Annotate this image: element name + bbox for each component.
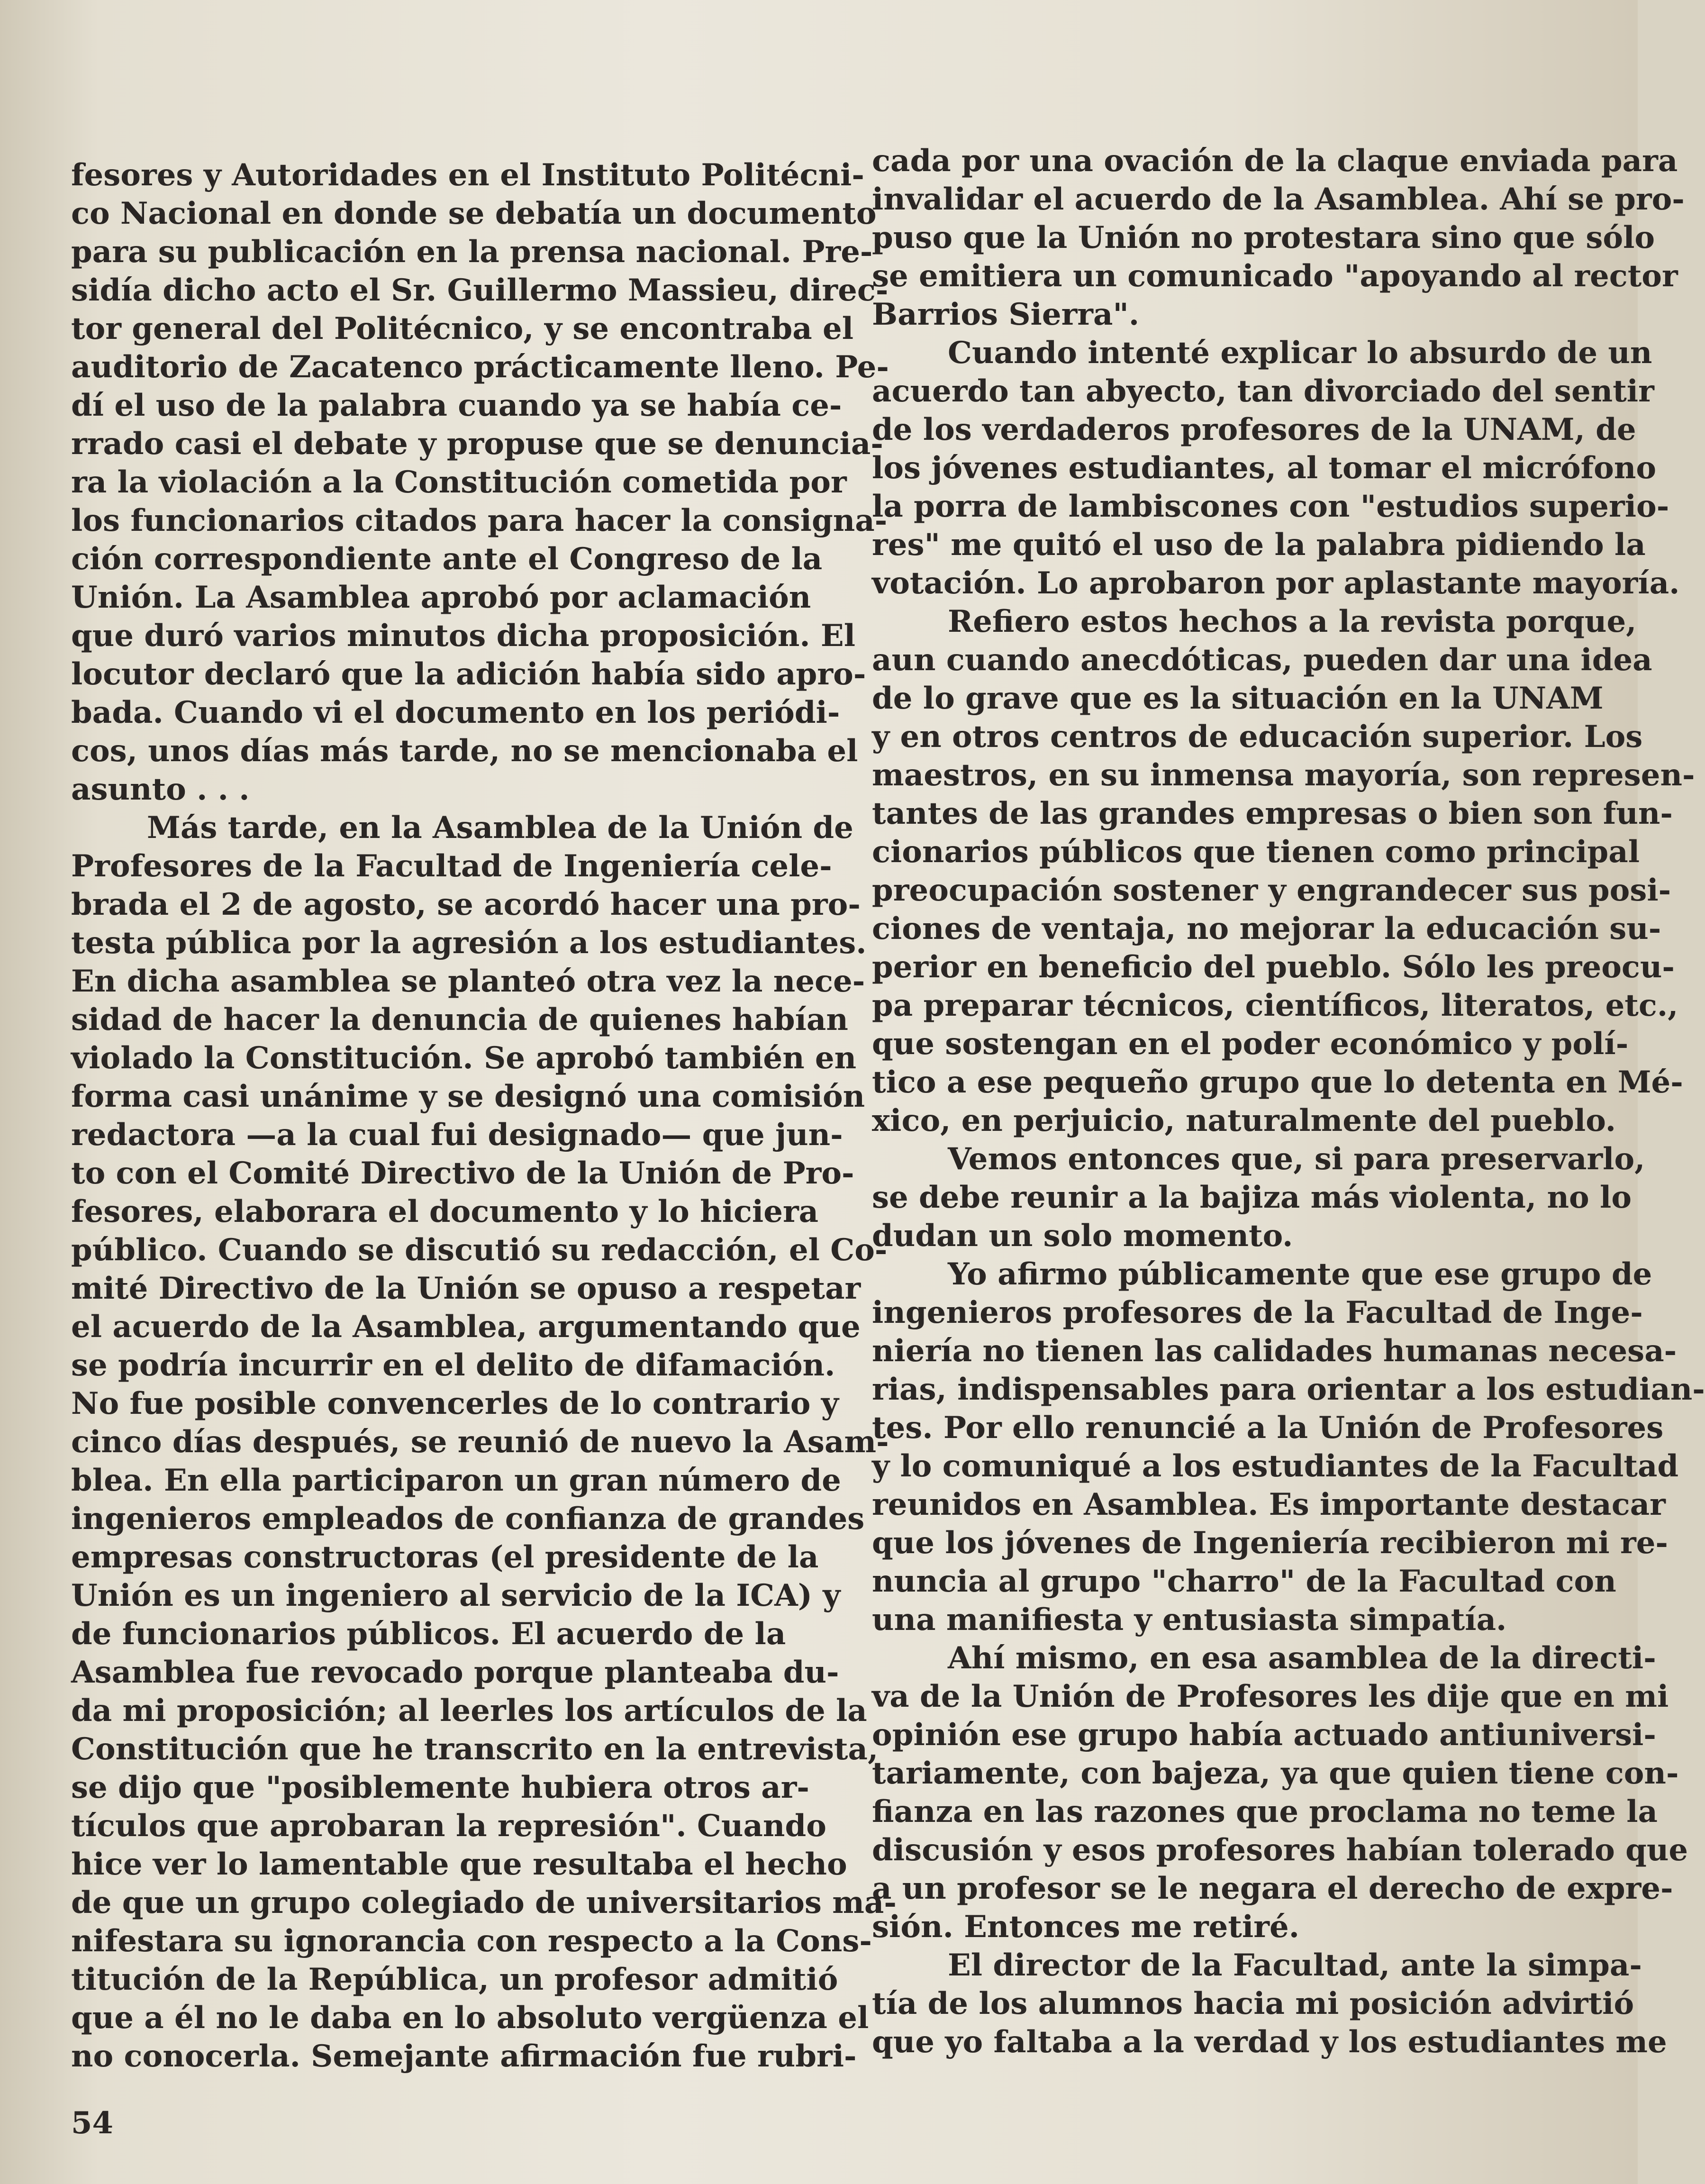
text-line: votación. Lo aprobaron por aplastante mayoría. bbox=[872, 565, 1680, 601]
text-line: para su publicación en la prensa nacional. Pre- bbox=[71, 234, 873, 270]
text-line: fesores, elaborara el documento y lo hiciera bbox=[71, 1194, 819, 1229]
text-line: forma casi unánime y se designó una comisión bbox=[71, 1079, 865, 1114]
text-line: que los jóvenes de Ingeniería recibieron mi re- bbox=[872, 1525, 1668, 1561]
text-line: que sostengan en el poder económico y polí- bbox=[872, 1026, 1629, 1062]
text-line: auditorio de Zacatenco prácticamente lleno. Pe- bbox=[71, 349, 889, 385]
text-line: res" me quitó el uso de la palabra pidiendo la bbox=[872, 527, 1646, 563]
text-line: y lo comuniqué a los estudiantes de la Facultad bbox=[872, 1448, 1679, 1484]
text-line: se debe reunir a la bajiza más violenta, no lo bbox=[872, 1180, 1632, 1215]
text-line: aun cuando anecdóticas, pueden dar una idea bbox=[872, 642, 1652, 678]
text-line: Vemos entonces que, si para preservarlo, bbox=[948, 1141, 1645, 1177]
text-line: mité Directivo de la Unión se opuso a respetar bbox=[71, 1271, 861, 1306]
text-line: que yo faltaba a la verdad y los estudiantes me bbox=[872, 2024, 1667, 2060]
text-line: blea. En ella participaron un gran número de bbox=[71, 1463, 841, 1498]
text-line: niería no tienen las calidades humanas necesa- bbox=[872, 1333, 1677, 1369]
text-line: Constitución que he transcrito en la entrevista, bbox=[71, 1731, 879, 1767]
text-line: bada. Cuando vi el documento en los periódi- bbox=[71, 695, 840, 730]
text-line: pa preparar técnicos, científicos, literatos, etc., bbox=[872, 988, 1678, 1023]
text-line: rrado casi el debate y propuse que se denuncia- bbox=[71, 426, 883, 462]
left-column bbox=[71, 0, 897, 2184]
text-line: de los verdaderos profesores de la UNAM, de bbox=[872, 412, 1636, 447]
text-line: la porra de lambiscones con "estudios superio- bbox=[872, 489, 1669, 524]
text-line: Yo afirmo públicamente que ese grupo de bbox=[948, 1256, 1652, 1292]
text-line: no conocerla. Semejante afirmación fue rubri- bbox=[71, 2038, 857, 2074]
text-line: No fue posible convencerles de lo contrario y bbox=[71, 1386, 839, 1421]
text-line: co Nacional en donde se debatía un documento bbox=[71, 196, 877, 231]
text-line: brada el 2 de agosto, se acordó hacer una pro- bbox=[71, 887, 861, 922]
text-line: tor general del Politécnico, y se encontraba el bbox=[71, 311, 854, 346]
text-line: preocupación sostener y engrandecer sus posi- bbox=[872, 873, 1671, 908]
text-line: En dicha asamblea se planteó otra vez la nece- bbox=[71, 964, 865, 999]
text-line: tes. Por ello renuncié a la Unión de Profesores bbox=[872, 1410, 1664, 1446]
text-line: Unión es un ingeniero al servicio de la ICA) y bbox=[71, 1578, 841, 1613]
text-line: nuncia al grupo "charro" de la Facultad con bbox=[872, 1564, 1616, 1599]
text-line: hice ver lo lamentable que resultaba el hecho bbox=[71, 1847, 847, 1882]
text-line: ción correspondiente ante el Congreso de la bbox=[71, 541, 823, 577]
text-line: acuerdo tan abyecto, tan divorciado del sentir bbox=[872, 373, 1654, 409]
text-line: perior en beneficio del pueblo. Sólo les preocu- bbox=[872, 949, 1675, 985]
text-line: ingenieros empleados de confianza de grandes bbox=[71, 1501, 865, 1537]
text-line: tantes de las grandes empresas o bien son fun- bbox=[872, 796, 1673, 831]
page-number: 54 bbox=[71, 2105, 114, 2141]
text-line: de lo grave que es la situación en la UNAM bbox=[872, 681, 1604, 716]
text-line: reunidos en Asamblea. Es importante destacar bbox=[872, 1487, 1666, 1522]
text-line: Asamblea fue revocado porque planteaba du- bbox=[71, 1655, 839, 1690]
text-line: se podría incurrir en el delito de difamación. bbox=[71, 1347, 835, 1383]
text-line: Más tarde, en la Asamblea de la Unión de bbox=[147, 810, 853, 846]
text-line: una manifiesta y entusiasta simpatía. bbox=[872, 1602, 1507, 1638]
text-line: se dijo que "posiblemente hubiera otros ar- bbox=[71, 1770, 809, 1805]
text-line: se emitiera un comunicado "apoyando al rector bbox=[872, 258, 1678, 294]
text-line: tariamente, con bajeza, ya que quien tiene con- bbox=[872, 1756, 1679, 1791]
text-line: violado la Constitución. Se aprobó también en bbox=[71, 1040, 857, 1076]
text-line: y en otros centros de educación superior. Los bbox=[872, 719, 1643, 755]
text-line: cinco días después, se reunió de nuevo la Asam- bbox=[71, 1424, 889, 1460]
text-line: Ahí mismo, en esa asamblea de la directi- bbox=[948, 1640, 1656, 1676]
text-line: de funcionarios públicos. El acuerdo de la bbox=[71, 1616, 786, 1652]
text-line: cos, unos días más tarde, no se mencionaba el bbox=[71, 733, 858, 769]
text-line: titución de la República, un profesor admitió bbox=[71, 1962, 838, 1997]
text-line: El director de la Facultad, ante la simpa- bbox=[948, 1947, 1642, 1983]
text-line: Unión. La Asamblea aprobó por aclamación bbox=[71, 580, 811, 615]
text-line: Cuando intenté explicar lo absurdo de un bbox=[948, 335, 1652, 371]
text-line: ra la violación a la Constitución cometida por bbox=[71, 464, 847, 500]
text-line: maestros, en su inmensa mayoría, son represen- bbox=[872, 757, 1695, 793]
text-line: da mi proposición; al leerles los artículos de la bbox=[71, 1693, 867, 1729]
text-line: ciones de ventaja, no mejorar la educación su- bbox=[872, 911, 1661, 946]
text-line: xico, en perjuicio, naturalmente del pueblo. bbox=[872, 1103, 1616, 1138]
right-column bbox=[872, 0, 1705, 2184]
text-line: asunto . . . bbox=[71, 772, 250, 807]
text-line: empresas constructoras (el presidente de la bbox=[71, 1539, 819, 1575]
text-line: los funcionarios citados para hacer la consigna- bbox=[71, 503, 888, 538]
text-line: discusión y esos profesores habían tolerado que bbox=[872, 1832, 1688, 1868]
text-line: dudan un solo momento. bbox=[872, 1218, 1293, 1254]
text-line: sidad de hacer la denuncia de quienes habían bbox=[71, 1002, 848, 1037]
text-line: que a él no le daba en lo absoluto vergüenza el bbox=[71, 2000, 869, 2036]
text-line: locutor declaró que la adición había sido apro- bbox=[71, 656, 866, 692]
text-line: Refiero estos hechos a la revista porque, bbox=[948, 604, 1637, 639]
text-line: rias, indispensables para orientar a los estudian- bbox=[872, 1372, 1705, 1407]
text-line: dí el uso de la palabra cuando ya se había ce- bbox=[71, 388, 842, 423]
text-line: a un profesor se le negara el derecho de expre- bbox=[872, 1871, 1673, 1906]
text-line: Barrios Sierra". bbox=[872, 297, 1140, 332]
text-line: testa pública por la agresión a los estudiantes. bbox=[71, 925, 867, 961]
text-line: sidía dicho acto el Sr. Guillermo Massieu, direc- bbox=[71, 273, 889, 308]
text-line: de que un grupo colegiado de universitarios ma- bbox=[71, 1885, 897, 1920]
text-line: to con el Comité Directivo de la Unión de Pro- bbox=[71, 1156, 854, 1191]
text-line: invalidar el acuerdo de la Asamblea. Ahí se pro- bbox=[872, 182, 1685, 217]
text-line: tía de los alumnos hacia mi posición advirtió bbox=[872, 1986, 1634, 2021]
text-line: redactora —a la cual fui designado— que jun- bbox=[71, 1117, 843, 1153]
text-line: fianza en las razones que proclama no teme la bbox=[872, 1794, 1658, 1829]
text-line: Profesores de la Facultad de Ingeniería cele- bbox=[71, 848, 832, 884]
text-line: puso que la Unión no protestara sino que sólo bbox=[872, 220, 1655, 255]
text-line: va de la Unión de Profesores les dije que en mi bbox=[872, 1679, 1669, 1714]
text-line: cada por una ovación de la claque enviada para bbox=[872, 143, 1678, 179]
text-line: los jóvenes estudiantes, al tomar el micrófono bbox=[872, 450, 1657, 486]
text-line: sión. Entonces me retiré. bbox=[872, 1909, 1299, 1945]
text-line: tículos que aprobaran la represión". Cuando bbox=[71, 1808, 826, 1844]
text-line: nifestara su ignorancia con respecto a la Cons- bbox=[71, 1923, 872, 1959]
text-line: público. Cuando se discutió su redacción, el Co- bbox=[71, 1232, 888, 1268]
text-line: opinión ese grupo había actuado antiuniversi- bbox=[872, 1717, 1656, 1753]
text-line: el acuerdo de la Asamblea, argumentando que bbox=[71, 1309, 861, 1345]
text-line: cionarios públicos que tienen como principal bbox=[872, 834, 1640, 870]
text-line: fesores y Autoridades en el Instituto Politécni- bbox=[71, 157, 864, 193]
text-line: que duró varios minutos dicha proposición. El bbox=[71, 618, 855, 654]
text-line: ingenieros profesores de la Facultad de Inge- bbox=[872, 1295, 1643, 1330]
text-line: tico a ese pequeño grupo que lo detenta en Mé- bbox=[872, 1065, 1683, 1100]
